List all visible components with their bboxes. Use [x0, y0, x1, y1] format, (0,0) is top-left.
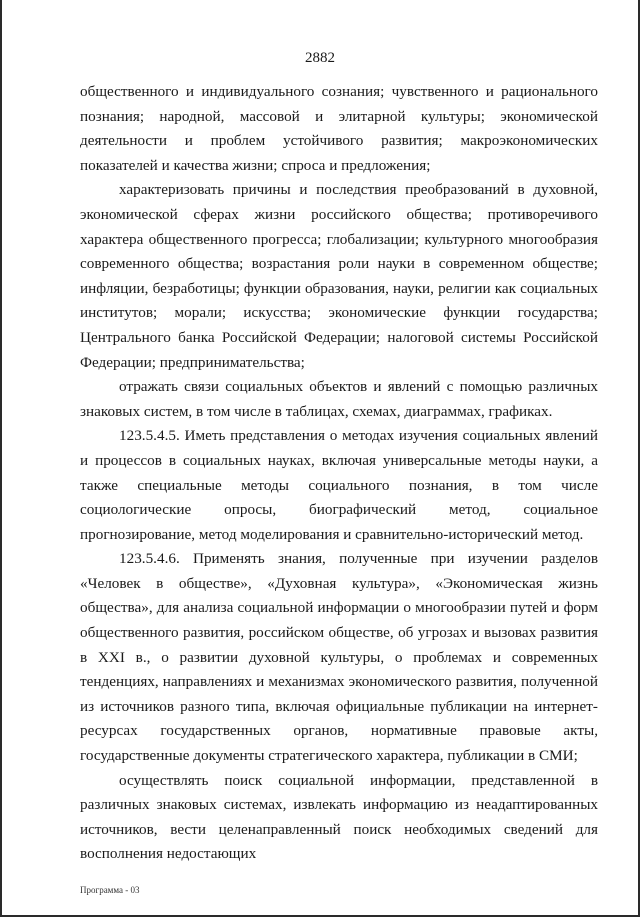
page-number: 2882: [305, 50, 335, 66]
document-body: [80, 80, 598, 867]
paragraph-2: характеризовать причины и последствия преобразований в духовной, экономической сферах жизни российского общества; противоречивого характера общественного прогресса; глобализации; культурного многообразия современного общества; возрастания роли науки в современном обществе; инфляции, безработицы; функции образования, науки, религии как социальных институтов; морали; искусства; экономические функции государства; Центрального банка Российской Федерации; налоговой системы Российской Федерации; предпринимательства;: [80, 181, 598, 371]
footer-label: Программа - 03: [80, 885, 140, 895]
paragraph-5: 123.5.4.6. Применять знания, полученные при изучении разделов «Человек в обществе», «Духовная культура», «Экономическая жизнь общества», для анализа социальной информации о многообразии путей и форм общественного развития, российском обществе, об угрозах и вызовах развития в XXI в., о развитии духовной культуры, о проблемах и современных тенденциях, направлениях и механизмах экономического развития, полученной из источников разного типа, включая официальные публикации на интернет-ресурсах государственных органов, нормативные правовые акты, государственные документы стратегического характера, публикации в СМИ;: [80, 550, 598, 765]
paragraph-4: 123.5.4.5. Иметь представления о методах изучения социальных явлений и процессов в социальных науках, включая универсальные методы науки, а также специальные методы социального познания, в том числе социологические опросы, биографический метод, социальное прогнозирование, метод моделирования и сравнительно-исторический метод.: [80, 427, 598, 543]
paragraph-1: общественного и индивидуального сознания; чувственного и рационального познания; народной, массовой и элитарной культуры; экономической деятельности и проблем устойчивого развития; макроэкономических показателей и качества жизни; спроса и предложения;: [80, 83, 598, 174]
paragraph-6: осуществлять поиск социальной информации, представленной в различных знаковых системах, извлекать информацию из неадаптированных источников, вести целенаправленный поиск необходимых сведений для восполнения недостающих: [80, 771, 598, 863]
paragraph-3: отражать связи социальных объектов и явлений с помощью различных знаковых систем, в том числе в таблицах, схемах, диаграммах, графиках.: [80, 378, 598, 420]
